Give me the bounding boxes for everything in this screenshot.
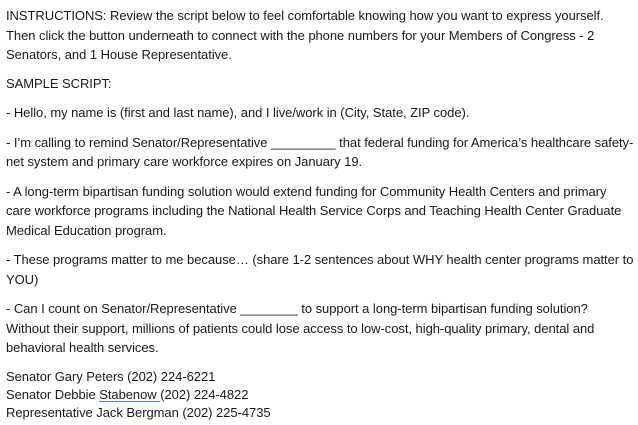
script-line-ask: - Can I count on Senator/Representative ________ to support a long-term bipartisan funding solution? Without their support, millions of patients could lose access to low-cost, high-quality primary, dental and behavioral health services. xyxy=(6,301,595,355)
contact-stabenow-phone: (202) 224-4822 xyxy=(160,386,249,402)
script-line-solution: - A long-term bipartisan funding solution would extend funding for Community Health Centers and primary care workforce programs including the National Health Service Corps and Teaching Health Center Graduate Medical Education program. xyxy=(6,183,622,238)
contact-stabenow-prefix: Senator Debbie xyxy=(6,386,100,402)
spellcheck-underlined-word: Stabenow xyxy=(99,386,161,402)
contact-line-bergman: Representative Jack Bergman (202) 225-4735 xyxy=(6,404,271,420)
instructions-paragraph: INSTRUCTIONS: Review the script below to feel comfortable knowing how you want to express yourself. Then click the button underneath to connect with the phone numbers for your Members of Congress - 2 Senators, and 1 House Representative. xyxy=(6,8,604,62)
contact-line-peters: Senator Gary Peters (202) 224-6221 xyxy=(6,368,216,384)
script-line-reminder: - I’m calling to remind Senator/Representative _________ that federal funding for America’s healthcare safety-net system and primary care workforce expires on January 19. xyxy=(6,134,634,169)
contact-line-stabenow xyxy=(6,386,634,404)
contact-list xyxy=(6,368,634,422)
script-heading: SAMPLE SCRIPT: xyxy=(6,75,112,91)
document-body xyxy=(6,6,634,422)
script-line-greeting: - Hello, my name is (first and last name), and I live/work in (City, State, ZIP code). xyxy=(6,105,470,120)
script-line-why: - These programs matter to me because… (share 1-2 sentences about WHY health center programs matter to YOU) xyxy=(6,252,634,287)
